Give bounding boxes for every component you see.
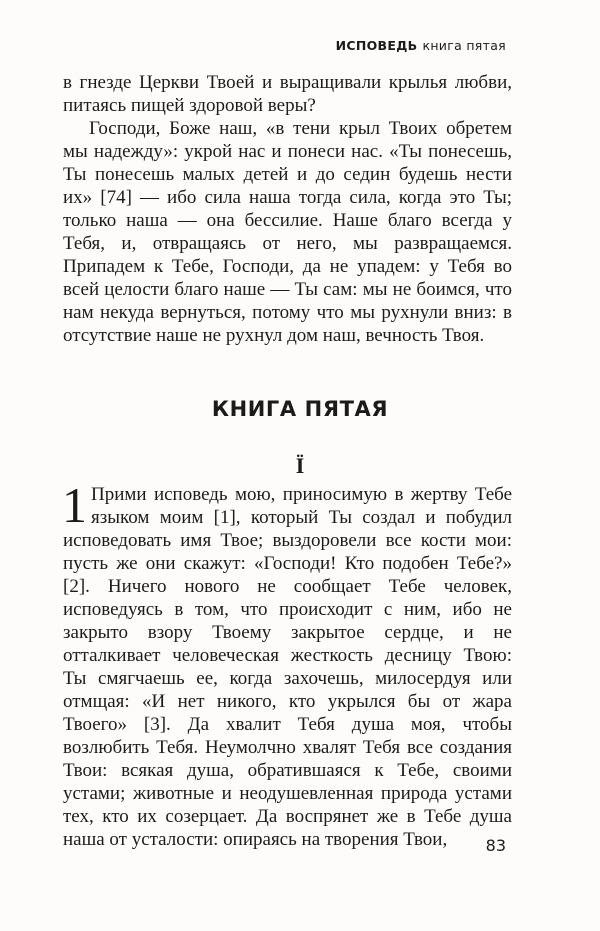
- dropcap-verse-number: 1: [62, 477, 87, 533]
- book-five-text: [62, 477, 512, 851]
- page-number: 83: [485, 836, 506, 855]
- paragraph: Господи, Боже наш, «в тени крыл Твоих обретем мы надежду»: укрой нас и понеси нас. «Ты понесешь, Ты понесешь малых детей и до седин будешь нести их» [74] — ибо сила наша тогда сила, когда это Ты; только наша — она бессилие. Наше благо всегда у Тебя, и, отвращаясь от него, мы развращаемся. Припадем к Тебе, Господи, да не упадем: у Тебя во всей целости благо наше — Ты сам: мы не боимся, что нам некуда вернуться, потому что мы рухнули вниз: в отсутствие наше не рухнул дом наш, вечность Твоя.: [63, 118, 512, 346]
- section-number: Ï: [295, 453, 305, 478]
- paragraph-continued: в гнезде Церкви Твоей и выращивали крылья любви, питаясь пищей здоровой веры?: [63, 72, 512, 116]
- paragraph: Прими исповедь мою, приносимую в жертву Тебе языком моим [1], который Ты создал и побудил исповедовать имя Твое; выздоровели все кости мои: пусть же они скажут: «Господи! Кто подобен Тебе?» [2]. Ничего нового не сообщает Тебе человек, исповедуясь в том, что происходит с ним, ибо не закрыто взору Твоему закрытое сердце, и не отталкивает человеческая жесткость десницу Твою: Ты смягчаешь ее, когда захочешь, милосердуя или отмщая: «И нет никого, кто укрылся бы от жара Твоего» [3]. Да хвалит Тебя душа моя, чтобы возлюбить Тебя. Неумолчно хвалят Тебя все создания Твои: всякая душа, обратившаяся к Тебе, своими устами; животные и неодушевленная природа устами тех, кто их созерцает. Да воспрянет же в Тебе душа наша от усталости: опираясь на творения Твои,: [63, 484, 512, 850]
- running-head-title: ИСПОВЕДЬ: [335, 38, 418, 53]
- running-head-subtitle: книга пятая: [422, 38, 506, 53]
- chapter-title: КНИГА ПЯТАЯ: [211, 397, 389, 421]
- running-head: [336, 38, 506, 53]
- previous-book-ending: [63, 71, 512, 347]
